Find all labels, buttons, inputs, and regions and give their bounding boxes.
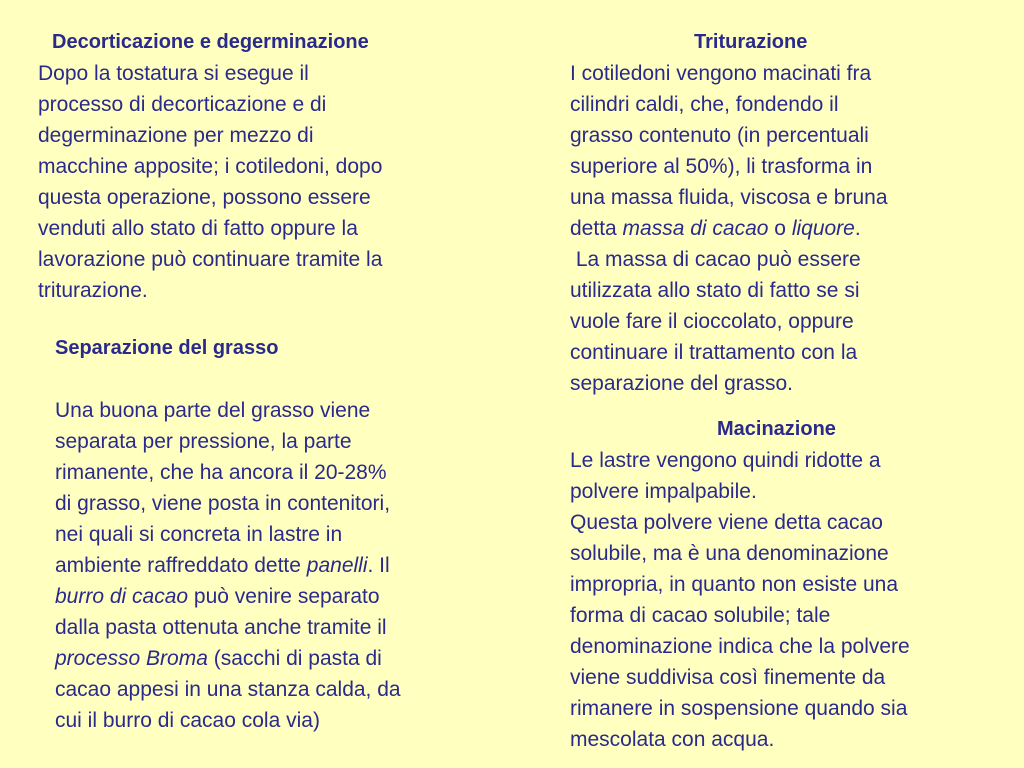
text-line: Dopo la tostatura si esegue il — [38, 62, 309, 85]
text-line: denominazione indica che la polvere — [570, 635, 910, 658]
text-fragment: detta — [570, 217, 623, 240]
text-line — [55, 550, 485, 581]
text-line: vuole fare il cioccolato, oppure — [570, 310, 854, 333]
heading-separazione: Separazione del grasso — [55, 337, 279, 359]
text-line: rimanere in sospensione quando sia — [570, 697, 908, 720]
spacer — [55, 364, 485, 395]
text-line — [55, 643, 485, 674]
text-line: questa operazione, possono essere — [38, 186, 371, 209]
text-line: impropria, in quanto non esiste una — [570, 573, 899, 596]
text-line: degerminazione per mezzo di — [38, 124, 314, 147]
text-line: separata per pressione, la parte — [55, 430, 352, 453]
text-line: I cotiledoni vengono macinati fra — [570, 62, 872, 85]
text-line: nei quali si concreta in lastre in — [55, 523, 343, 546]
text-line: superiore al 50%), li trasforma in — [570, 155, 873, 178]
text-line: separazione del grasso. — [570, 372, 793, 395]
text-line: cilindri caldi, che, fondendo il — [570, 93, 839, 116]
section-separazione — [55, 333, 485, 736]
term-burro-di-cacao: burro di cacao — [55, 585, 189, 608]
text-line: Una buona parte del grasso viene — [55, 399, 371, 422]
text-line: forma di cacao solubile; tale — [570, 604, 831, 627]
text-line: mescolata con acqua. — [570, 728, 775, 751]
text-line: utilizzata allo stato di fatto se si — [570, 279, 860, 302]
term-massa-di-cacao: massa di cacao — [622, 217, 769, 240]
text-fragment: può venire separato — [188, 585, 380, 608]
text-line: continuare il trattamento con la — [570, 341, 858, 364]
text-line: dalla pasta ottenuta anche tramite il — [55, 616, 387, 639]
text-line: processo di decorticazione e di — [38, 93, 327, 116]
text-line: polvere impalpabile. — [570, 480, 757, 503]
heading-macinazione: Macinazione — [717, 418, 836, 440]
term-panelli: panelli — [306, 554, 368, 577]
text-line: venduti allo stato di fatto oppure la — [38, 217, 358, 240]
text-fragment: ambiente raffreddato dette — [55, 554, 307, 577]
text-line: macchine apposite; i cotiledoni, dopo — [38, 155, 383, 178]
term-liquore: liquore — [791, 217, 855, 240]
text-fragment: . — [854, 217, 861, 240]
section-decorticazione — [38, 27, 478, 306]
heading-decorticazione: Decorticazione e degerminazione — [52, 31, 369, 53]
text-fragment: o — [768, 217, 792, 240]
text-line: cui il burro di cacao cola via) — [55, 709, 320, 732]
text-line: una massa fluida, viscosa e bruna — [570, 186, 888, 209]
text-fragment: . Il — [367, 554, 390, 577]
heading-triturazione: Triturazione — [694, 31, 808, 53]
text-line: Questa polvere viene detta cacao — [570, 511, 883, 534]
text-line: rimanente, che ha ancora il 20-28% — [55, 461, 387, 484]
text-line: triturazione. — [38, 279, 148, 302]
text-line: lavorazione può continuare tramite la — [38, 248, 383, 271]
text-line — [55, 581, 485, 612]
text-line: grasso contenuto (in percentuali — [570, 124, 869, 147]
text-line: solubile, ma è una denominazione — [570, 542, 889, 565]
text-line: di grasso, viene posta in contenitori, — [55, 492, 391, 515]
text-line: La massa di cacao può essere — [570, 248, 861, 271]
text-line: cacao appesi in una stanza calda, da — [55, 678, 401, 701]
text-fragment: (sacchi di pasta di — [207, 647, 382, 670]
section-macinazione — [570, 414, 1000, 755]
text-line: viene suddivisa così finemente da — [570, 666, 886, 689]
text-line: Le lastre vengono quindi ridotte a — [570, 449, 881, 472]
section-triturazione — [570, 27, 1000, 399]
term-processo-broma: processo Broma — [55, 647, 208, 670]
text-line — [570, 213, 1000, 244]
